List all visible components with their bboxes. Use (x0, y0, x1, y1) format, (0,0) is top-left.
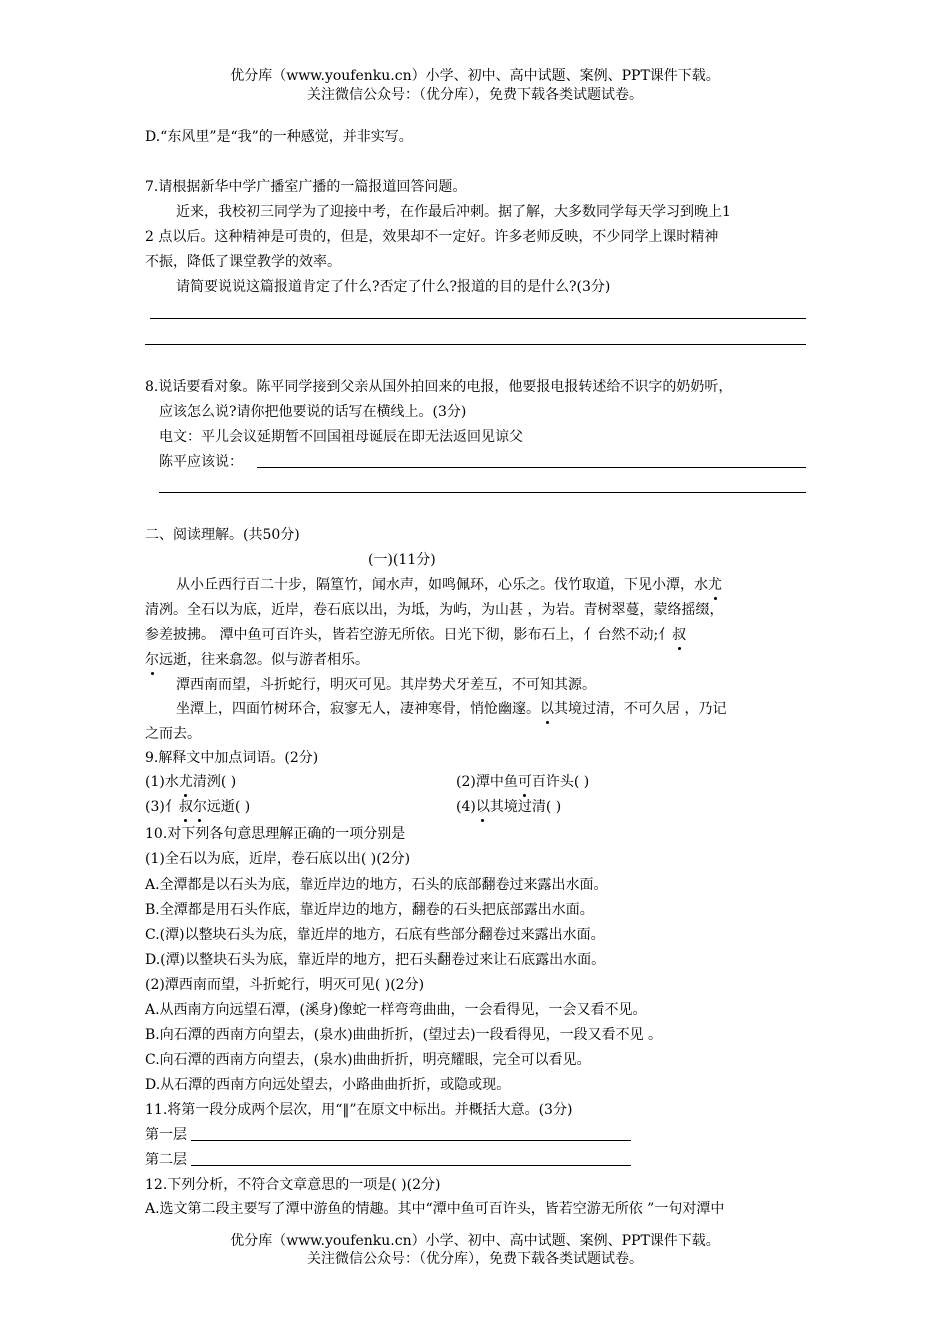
dotted-char: 尔 (145, 652, 159, 668)
passage-text: 从小丘西行百二十步，隔篁竹，闻水声，如鸣佩环，心乐之。伐竹取道，下见小潭，水 (176, 577, 708, 593)
q11-layer-2-line[interactable] (191, 1165, 631, 1166)
q7-report-line-3: 不振，降低了课堂教学的效率。 (145, 254, 341, 270)
footer-line-1: 优分库（www.youfenku.cn）小学、初中、高中试题、案例、PPT课件下载。 (230, 1233, 720, 1249)
passage-line-5: 潭西南而望，斗折蛇行，明灭可见。其岸势犬牙差互，不可知其源。 (176, 677, 596, 693)
passage-text: 参差披拂。 潭中鱼可百许头，皆若空游无所依。日光下彻，影布石上，亻台然不动;亻 (145, 627, 673, 643)
q10-sub-1-option-c: C.(潭)以整块石头为底，靠近岸的地方，石底有些部分翻卷过来露出水面。 (145, 927, 605, 943)
passage-line-3 (145, 626, 686, 644)
dotted-char: 可 (517, 774, 532, 790)
item-text: (3)亻 (145, 799, 179, 815)
q12-stem: 12.下列分析，不符合文章意思的一项是( )(2分) (145, 1177, 441, 1193)
q9-item-4 (456, 798, 561, 816)
dotted-char: 尤 (178, 774, 193, 790)
item-text: 远逝( ) (206, 799, 251, 815)
dotted-char: 尔 (192, 799, 207, 815)
q10-sub-1-option-a: A.全潭都是以石头为底，靠近岸边的地方，石头的底部翻卷过来露出水面。 (145, 877, 608, 893)
section-2-title: 二、阅读理解。(共50分) (145, 527, 300, 543)
q10-sub-1-option-d: D.(潭)以整块石头为底，靠近岸的地方，把石头翻卷过来让石底露出水面。 (145, 952, 606, 968)
q9-item-2 (456, 773, 589, 791)
q9-item-3 (145, 798, 250, 816)
dotted-char: 以 (475, 799, 490, 815)
q8-telegram: 电文：平儿会议延期暂不回国祖母诞辰在即无法返回见谅父 (159, 429, 523, 445)
q11-layer-1-label: 第一层 (145, 1127, 187, 1143)
item-text: 清洌( ) (192, 774, 237, 790)
passage-text: 其境过清，不可久居 ，乃记 (554, 701, 727, 717)
header-line-2: 关注微信公众号：（优分库），免费下载各类试题试卷。 (307, 87, 643, 103)
q10-sub-2-option-b: B.向石潭的西南方向望去，(泉水)曲曲折折，(望过去)一段看得见，一段又看不见 。 (145, 1027, 663, 1043)
q9-stem: 9.解释文中加点词语。(2分) (145, 750, 319, 766)
passage-line-6 (176, 700, 726, 718)
q10-stem: 10.对下列各句意思理解正确的一项分别是 (145, 826, 406, 842)
dotted-char: 尤 (708, 577, 722, 593)
dotted-char: 以 (540, 701, 554, 717)
q10-sub-2-option-c: C.向石潭的西南方向望去，(泉水)曲曲折折，明亮耀眼，完全可以看见。 (145, 1052, 591, 1068)
section-2-part-1: (一)(11分) (368, 552, 436, 568)
passage-text: 远逝，往来翕忽。似与游者相乐。 (159, 652, 369, 668)
q11-layer-1-line[interactable] (191, 1140, 631, 1141)
q8-answer-label: 陈平应该说： (159, 454, 243, 470)
q7-question: 请简要说说这篇报道肯定了什么?否定了什么?报道的目的是什么?(3分) (176, 279, 611, 295)
q8-answer-line-2[interactable] (159, 492, 806, 493)
q10-sub-2-option-a: A.从西南方向远望石潭，(溪身)像蛇一样弯弯曲曲，一会看得见，一会又看不见。 (145, 1002, 647, 1018)
q10-sub-1-option-b: B.全潭都是用石头作底，靠近岸边的地方，翻卷的石头把底部露出水面。 (145, 902, 594, 918)
q8-stem-line-2: 应该怎么说?请你把他要说的话写在横线上。(3分) (159, 404, 467, 420)
passage-text: 坐潭上，四面竹树环合，寂寥无人，凄神寒骨，悄怆幽邃。 (176, 701, 540, 717)
q7-report-line-2: 2 点以后。这种精神是可贵的，但是，效果却不一定好。许多老师反映，不少同学上课时精神 (145, 229, 719, 245)
header-line-1: 优分库（www.youfenku.cn）小学、初中、高中试题、案例、PPT课件下载。 (230, 68, 720, 84)
footer-line-2: 关注微信公众号：（优分库），免费下载各类试题试卷。 (307, 1251, 643, 1267)
q9-item-1 (145, 773, 236, 791)
item-text: 其境过清( ) (489, 799, 562, 815)
item-text: 百许头( ) (531, 774, 590, 790)
passage-line-7: 之而去。 (145, 726, 201, 742)
q8-answer-line-1[interactable] (257, 467, 806, 468)
q7-report-line-1: 近来，我校初三同学为了迎接中考，在作最后冲刺。据了解，大多数同学每天学习到晚上1 (176, 204, 731, 220)
q12-option-a: A.选文第二段主要写了潭中游鱼的情趣。其中“潭中鱼可百许头，皆若空游无所依 ”一句对潭中 (145, 1201, 725, 1217)
passage-line-4 (145, 651, 369, 669)
q7-answer-line-2[interactable] (145, 344, 806, 345)
q11-stem: 11.将第一段分成两个层次，用“‖”在原文中标出。并概括大意。(3分) (145, 1102, 573, 1118)
q8-stem-line-1: 8.说话要看对象。陈平同学接到父亲从国外拍回来的电报，他要报电报转述给不识字的奶奶听， (145, 379, 733, 395)
passage-line-2: 清冽。全石以为底，近岸，卷石底以出，为坻，为屿，为山甚 ，为岩。青树翠蔓，蒙络摇缀， (145, 602, 724, 618)
q7-stem: 7.请根据新华中学广播室广播的一篇报道回答问题。 (145, 179, 467, 195)
dotted-char: 叔 (672, 627, 687, 643)
q10-sub-2: (2)潭西南而望，斗折蛇行，明灭可见( )(2分) (145, 977, 425, 993)
q10-sub-1: (1)全石以为底，近岸，卷石底以出( )(2分) (145, 851, 411, 867)
q10-sub-2-option-d: D.从石潭的西南方向远处望去，小路曲曲折折，或隐或现。 (145, 1077, 511, 1093)
q7-answer-line-1[interactable] (150, 318, 806, 319)
item-text: (1)水 (145, 774, 179, 790)
dotted-char: 叔 (178, 799, 193, 815)
item-text: (4) (456, 799, 476, 815)
passage-line-1 (176, 576, 722, 594)
q6-option-d: D.“东风里”是“我”的一种感觉，并非实写。 (145, 129, 413, 145)
q11-layer-2-label: 第二层 (145, 1152, 187, 1168)
item-text: (2)潭中鱼 (456, 774, 518, 790)
